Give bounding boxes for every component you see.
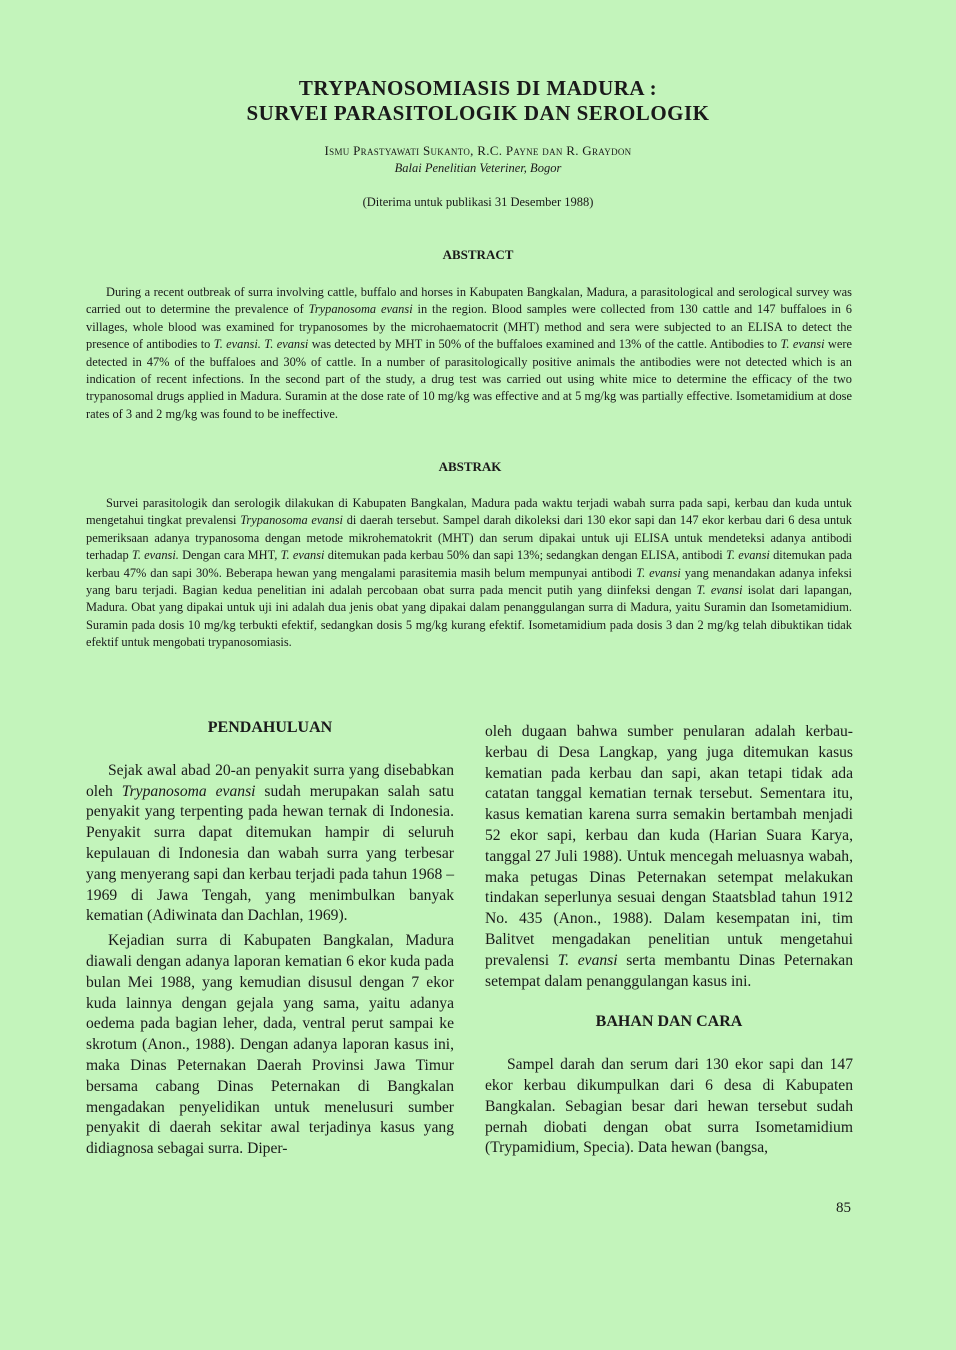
pendahuluan-paragraph-2: Kejadian surra di Kabupaten Bangkalan, Madura diawali dengan adanya laporan kematian 6 ekor kuda pada bulan Mei 1988, yang kemudian disusul dengan 7 ekor kuda lainnya dengan gejala yang sama, yaitu adanya oedema pada bagian leher, dada, ventral perut sampai ke skrotum (Anon., 1988). Dengan adanya laporan kasus ini, maka Dinas Peternakan Daerah Provinsi Jawa Timur bersama cabang Dinas Peternakan di Bangkalan mengadakan penyelidikan untuk menelusuri sumber penyakit di daerah sekitar awal terjadinya kasus yang didiagnosa sebagai surra. Diper- [86, 932, 454, 1158]
abstrak-species-name: T. evansi [696, 583, 743, 598]
abstrak-species-name: T. evansi [280, 548, 325, 563]
body-text: oleh dugaan bahwa sumber penularan adalah kerbau-kerbau di Desa Langkap, yang juga ditemukan kasus kematian pada kerbau dan sapi, akan tetapi tidak ada catatan tanggal kematian ternak tersebut. Sementara itu, kasus kematian karena surra semakin bertambah menjadi 52 ekor sapi, kerbau dan kuda (Harian Suara Karya, tanggal 27 Juli 1988). Untuk mencegah meluasnya wabah, maka petugas Dinas Peternakan setempat melakukan tindakan seperlunya sesuai dengan Staatsblad tahun 1912 No. 435 (Anon., 1988). Dalam kesempatan ini, tim Balitvet mengadakan penelitian untuk mengetahui prevalensi [485, 723, 853, 969]
pendahuluan-paragraph-3 [485, 722, 853, 992]
species-name: T. evansi [557, 951, 618, 969]
page-number: 85 [836, 1200, 851, 1216]
pendahuluan-paragraph-1 [86, 761, 454, 927]
abstrak-body [86, 495, 852, 652]
abstrak-species-name: Trypanosoma evansi [240, 513, 343, 528]
abstrak-text: Survei parasitologik dan serologik dilakukan di Kabupaten Bangkalan, Madura pada waktu terjadi wabah surra pada sapi, kerbau dan kuda untuk mengetahui tingkat prevalensi [86, 496, 852, 528]
abstract-heading: ABSTRACT [442, 247, 514, 262]
article-title-line-2: SURVEI PARASITOLOGIK DAN SEROLOGIK [246, 101, 710, 125]
left-column [86, 718, 454, 1160]
abstrak-text: ditemukan pada kerbau 47% dan sapi 30%. Beberapa hewan yang mengalami parasitemia masih belum mempunyai antibodi [86, 548, 852, 580]
abstract-species-name: Trypanosoma evansi [308, 302, 413, 317]
abstrak-species-name: T. evansi [725, 548, 770, 563]
species-name: Trypanosoma evansi [121, 782, 256, 800]
abstract-body [86, 284, 852, 423]
abstract-text: were detected in 47% of the buffaloes and 30% of cattle. In a number of parasitologically positive animals the antibodies were not detected which is an indication of recent infections. In the second part of the study, a drug test was carried out using white mice to determine the efficacy of the two trypanosomal drugs applied in Madura. Suramin at the dose rate of 10 mg/kg was effective and at 5 mg/kg was partially effective. Isometamidium at dose rates of 3 and 2 mg/kg was found to be ineffective. [86, 337, 852, 421]
body-text: serta membantu Dinas Peternakan setempat dalam penanggulangan kasus ini. [485, 951, 853, 990]
bahan-dan-cara-heading: BAHAN DAN CARA [595, 1013, 743, 1031]
abstract-text: was detected by MHT in 50% of the buffaloes examined and 13% of the cattle. Antibodies to [311, 337, 778, 352]
body-text: sudah merupakan salah satu penyakit yang terpenting pada hewan ternak di Indonesia. Penyakit surra dapat ditemukan hampir di seluruh kepulauan di Indonesia dan wabah surra yang terbesar yang menyerang sapi dan kerbau terjadi pada tahun 1968 – 1969 di Jawa Tengah, yang menimbulkan banyak kematian (Adiwinata dan Dachlan, 1969). [86, 782, 455, 925]
body-text: Sejak awal abad 20-an penyakit surra yang disebabkan oleh [86, 761, 454, 800]
author-affiliation: Balai Penelitian Veteriner, Bogor [394, 161, 562, 175]
pendahuluan-heading: PENDAHULUAN [207, 719, 333, 736]
abstrak-species-name: T. evansi [636, 565, 681, 580]
abstrak-heading: ABSTRAK [438, 459, 502, 474]
abstrak-text: ditemukan pada kerbau 50% dan sapi 13%; sedangkan dengan ELISA, antibodi [327, 548, 723, 563]
abstrak-text: isolat dari lapangan, Madura. Obat yang dipakai untuk uji ini adalah dua jenis obat yang dipakai dalam penanggulangan surra di Madura, yaitu Suramin dan Isometamidium. Suramin pada dosis 10 mg/kg terbukti efektif, sedangkan dosis 5 mg/kg kurang efektif. Isometamidium pada dosis 3 dan 2 mg/kg telah dibuktikan tidak efektif untuk mengobati trypanosomiasis. [86, 583, 853, 650]
abstract-text: During a recent outbreak of surra involving cattle, buffalo and horses in Kabupaten Bangkalan, Madura, a parasitological and serological survey was carried out to determine the prevalence of [86, 285, 852, 317]
received-date: (Diterima untuk publikasi 31 Desember 1988) [362, 195, 594, 209]
abstract-text: in the region. Blood samples were collected from 130 cattle and 147 buffaloes in 6 villages, whole blood was examined for trypanosomes by the microhaematocrit (MHT) method and sera were subjected to an ELISA to detect the presence of antibodies to [86, 302, 852, 352]
abstrak-text: di daerah tersebut. Sampel darah dikoleksi dari 130 ekor sapi dan 147 ekor kerbau dari 6 desa untuk pemeriksaan adanya trypanosoma dengan metode mikrohematokrit (MHT) dan serum dipakai untuk uji ELISA untuk mendeteksi adanya antibodi terhadap [86, 513, 852, 563]
right-column [485, 722, 853, 1159]
article-title-line-1: TRYPANOSOMIASIS DI MADURA : [298, 76, 658, 100]
abstract-species-name: T. evansi. T. evansi [213, 337, 309, 352]
abstrak-text: Dengan cara MHT, [182, 548, 278, 563]
abstrak-species-name: T. evansi. [131, 548, 179, 563]
bahan-dan-cara-paragraph-1: Sampel darah dan serum dari 130 ekor sapi dan 147 ekor kerbau dikumpulkan dari 6 desa di Kabupaten Bangkalan. Sebagian besar dari hewan tersebut sudah pernah diobati dengan obat surra Isometamidium (Trypamidium, Specia). Data hewan (bangsa, [485, 1056, 853, 1157]
abstract-species-name: T. evansi [780, 337, 825, 352]
author-list: Ismu Prastyawati Sukanto, R.C. Payne dan R. Graydon [324, 143, 632, 158]
abstrak-text: yang menandakan adanya infeksi yang baru terjadi. Bagian kedua penelitian ini adalah percobaan obat surra pada mencit putih yang diinfeksi dengan [86, 565, 852, 598]
